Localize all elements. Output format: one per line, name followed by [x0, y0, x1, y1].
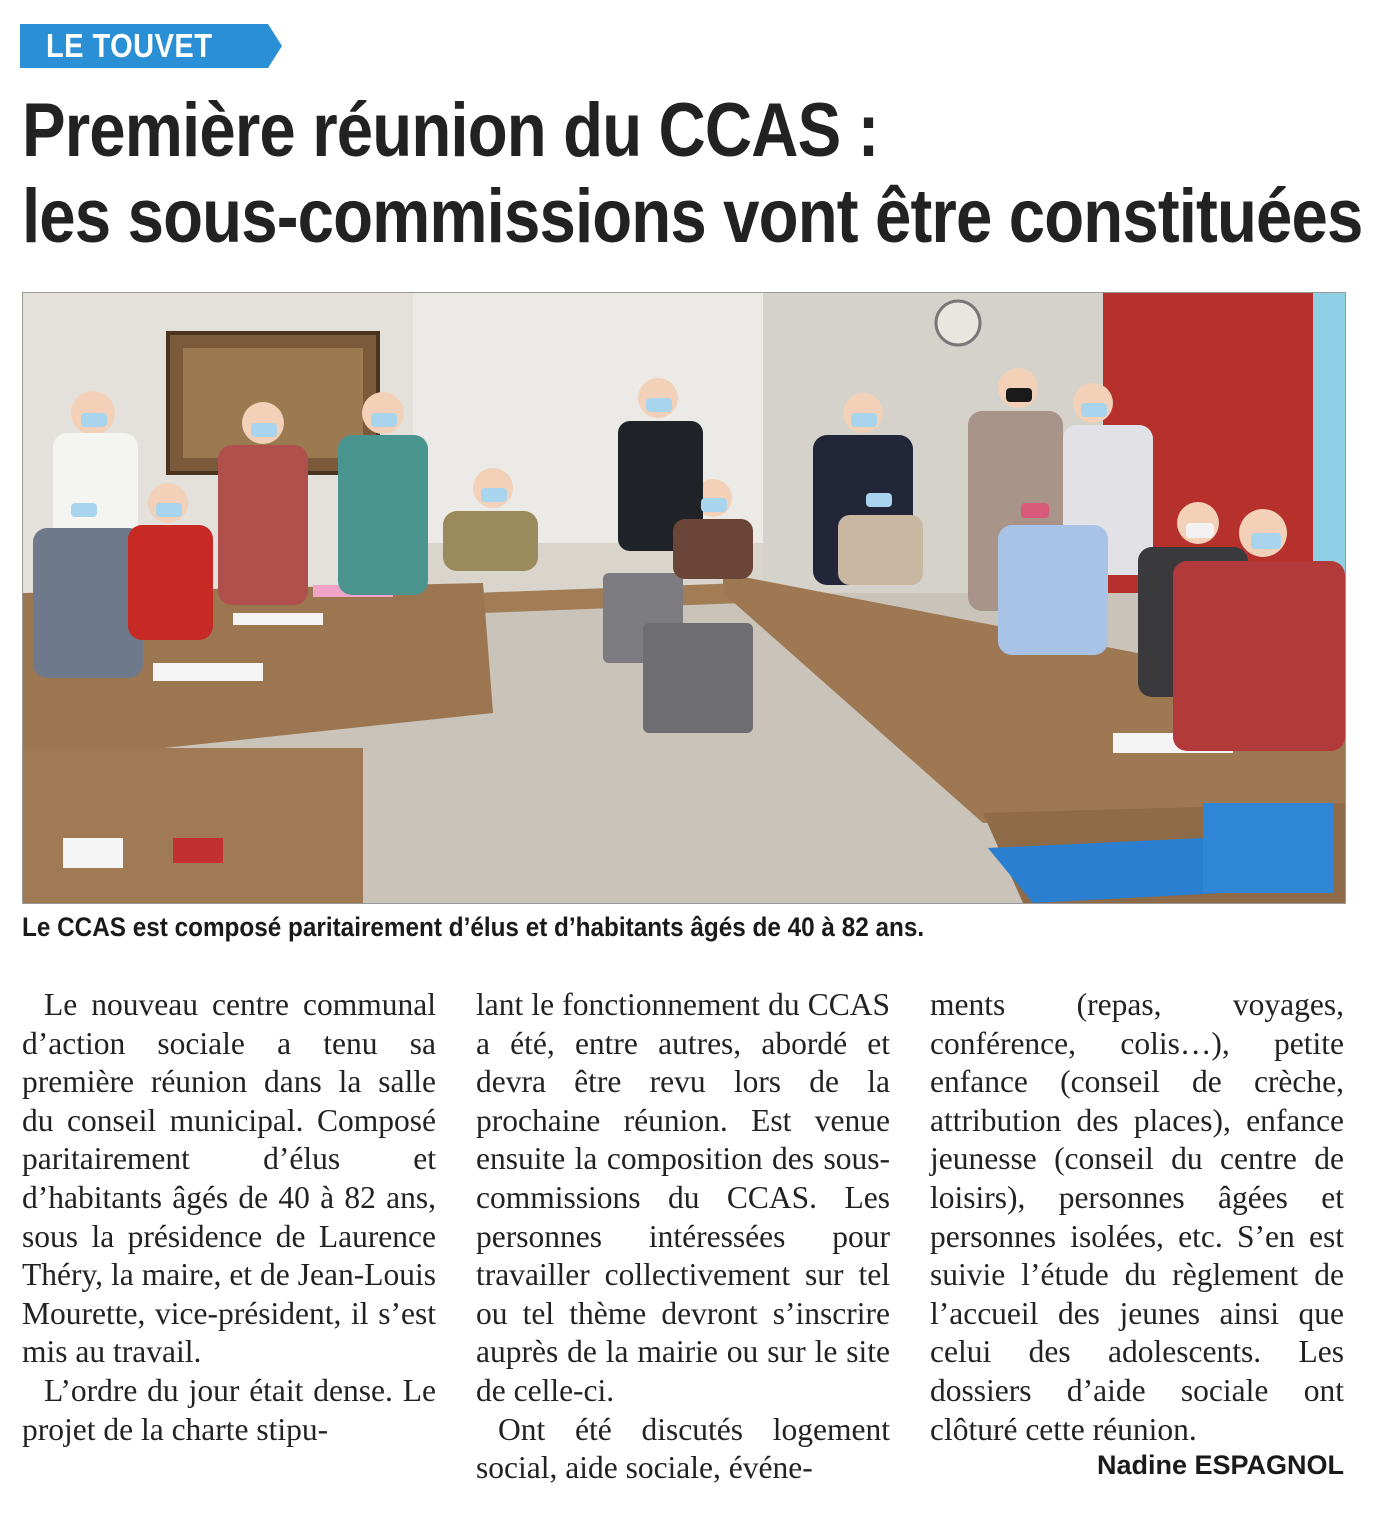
paragraph: lant le fonctionnement du CCAS a été, entre autres, abordé et devra être revu lors de la prochaine réunion. Est venue ensuite la composition des sous-commissions du CCAS. Les personnes intéressées pour travailler collectivement sur tel ou tel thème devront s’inscrire auprès de la mairie ou sur le site de celle-ci. — [476, 987, 890, 1408]
headline-line-1: Première réunion du CCAS : — [22, 88, 879, 173]
headline-line-2: les sous-commissions vont être constituées — [22, 174, 1363, 259]
paragraph: ments (repas, voyages, conférence, colis…), petite enfance (conseil de crèche, attribution des places), enfance jeunesse (conseil du centre de loisirs), personnes âgées et personnes isolées, etc. S’en est suivie l’étude du règlement de l’accueil des jeunes ainsi que celui des adolescents. Les dossiers d’aide sociale ont clôturé cette réunion. — [930, 987, 1344, 1447]
paragraph: L’ordre du jour était dense. Le projet de la charte stipu- — [22, 1372, 436, 1447]
article-photo — [22, 292, 1346, 904]
section-tag — [20, 24, 282, 68]
paragraph: Le nouveau centre communal d’action sociale a tenu sa première réunion dans la salle du conseil municipal. Composé paritairement d’élus et d’habitants âgés de 40 à 82 ans, sous la présidence de Laurence Théry, la maire, et de Jean-Louis Mourette, vice-président, il s’est mis au travail. — [22, 987, 436, 1370]
article-column-1 — [22, 986, 436, 1449]
headline — [22, 88, 1362, 260]
photo-caption: Le CCAS est composé paritairement d’élus et d’habitants âgés de 40 à 82 ans. — [22, 912, 925, 942]
section-tag-label: LE TOUVET — [46, 27, 213, 64]
article-column-2 — [476, 986, 890, 1488]
meeting-room-photo-icon — [23, 293, 1345, 903]
author-byline: Nadine ESPAGNOL — [1096, 1450, 1344, 1480]
article-column-3 — [930, 986, 1344, 1449]
paragraph: Ont été discutés logement social, aide sociale, événe- — [476, 1411, 890, 1486]
